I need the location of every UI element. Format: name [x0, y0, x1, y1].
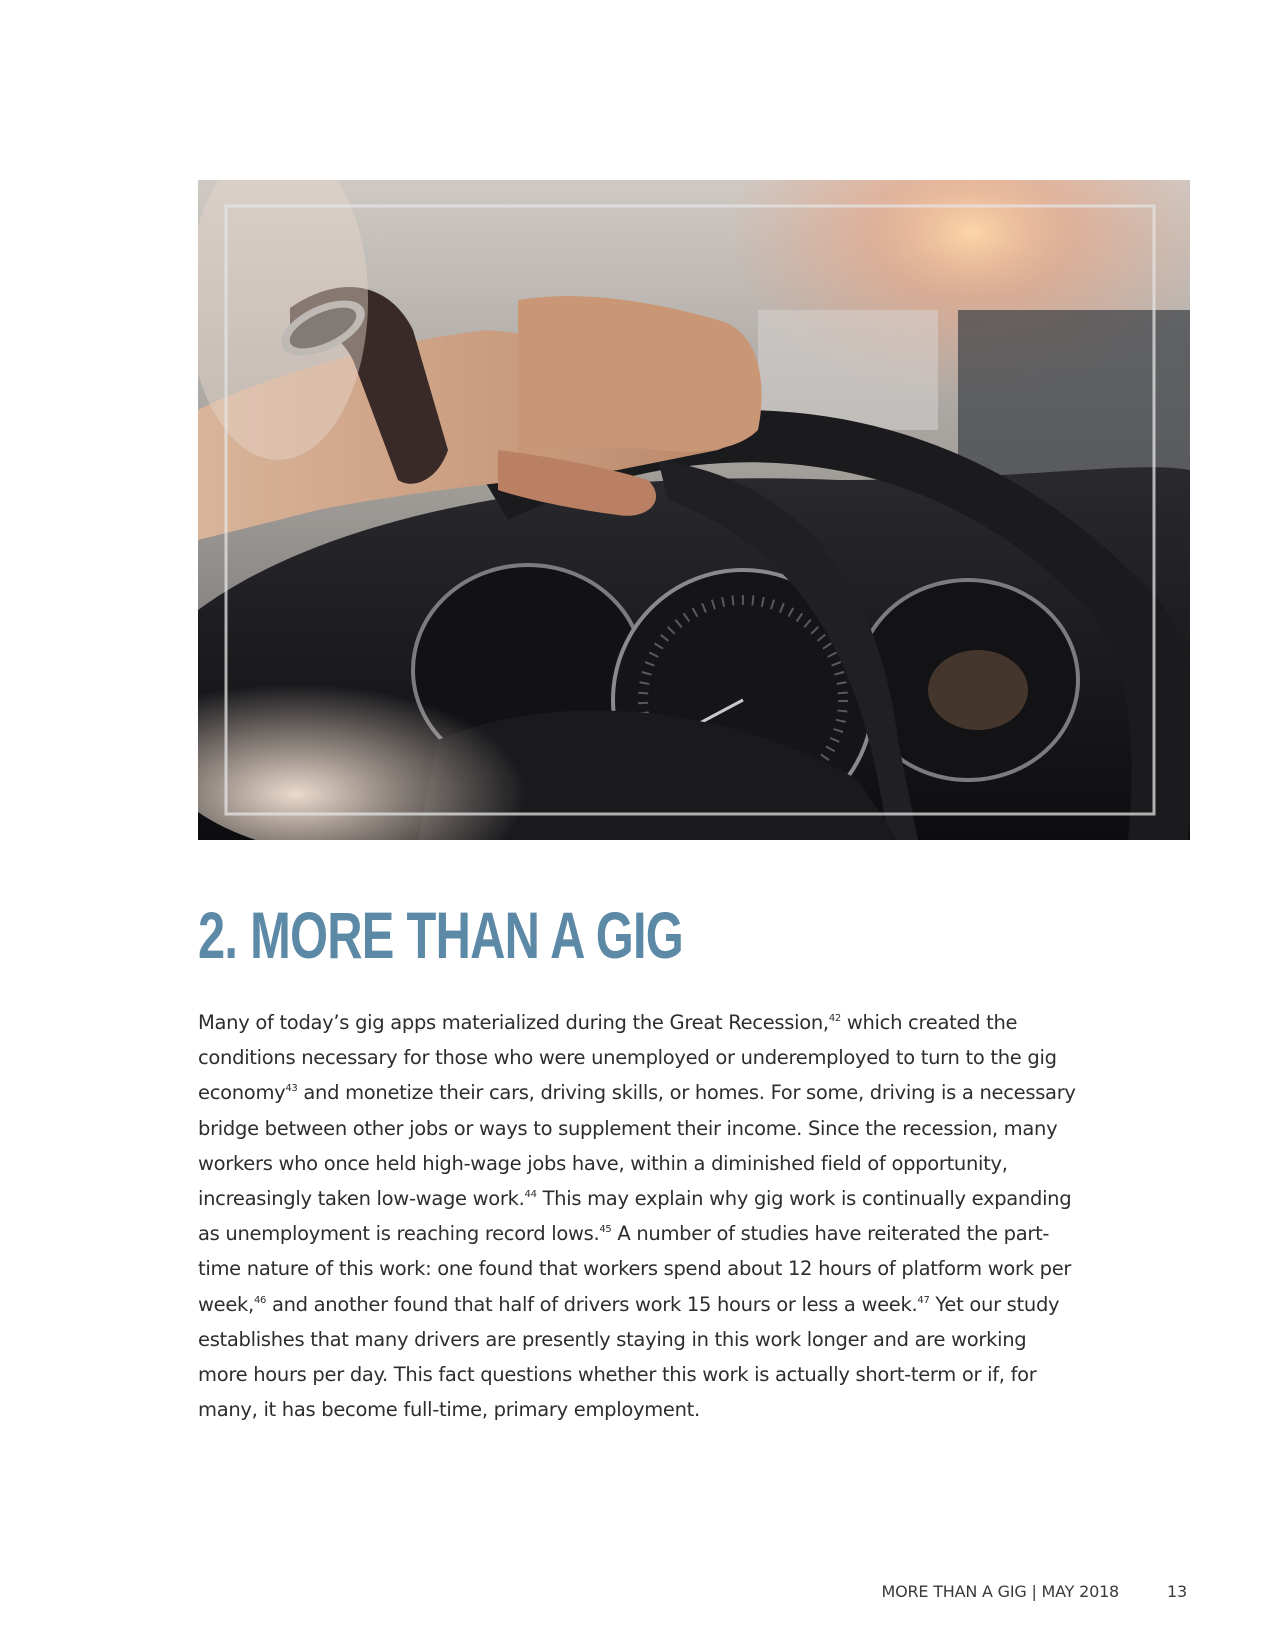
text-segment: Many of today’s gig apps materialized during the Great Recession, [198, 1011, 829, 1034]
text-segment: and monetize their cars, driving skills, or homes. For some, driving is a necessary bridge between other jobs or ways to supplement their income. Since the recession, many workers who once held high-wage jobs have, within a diminished field of opportunity, increasingly taken low-wage work. [198, 1081, 1076, 1211]
footnote-ref[interactable]: 45 [599, 1224, 612, 1236]
page-number: 13 [1167, 1582, 1187, 1601]
text-segment: which created the conditions necessary for those who were unemployed or underemployed to turn to the gig economy [198, 1011, 1057, 1105]
footnote-ref[interactable]: 46 [253, 1294, 267, 1306]
text-segment: and another found that half of drivers work 15 hours or less a week. [266, 1292, 918, 1316]
driver-steering-wheel-icon [198, 180, 1190, 840]
section-title: 2. MORE THAN A GIG [198, 898, 684, 972]
text-segment: A number of studies have reiterated the part-time nature of this work: one found that workers spend about 12 hours of platform work per week, [198, 1222, 1072, 1316]
footnote-ref[interactable]: 44 [524, 1189, 537, 1201]
footnote-ref[interactable]: 43 [285, 1083, 298, 1095]
footnote-ref[interactable]: 42 [828, 1013, 841, 1024]
text-segment: This may explain why gig work is continually expanding as unemployment is reaching record lows. [198, 1187, 1072, 1246]
running-title: MORE THAN A GIG | MAY 2018 [881, 1582, 1120, 1601]
text-segment: Yet our study establishes that many drivers are presently staying in this work longer and are working more hours per day. This fact questions whether this work is actually short-term or if, for many, it has become full-time, primary employment. [198, 1292, 1060, 1422]
page-footer [882, 1582, 1187, 1601]
footnote-ref[interactable]: 47 [917, 1294, 930, 1306]
body-paragraph [198, 1005, 1078, 1427]
hero-photo [198, 180, 1190, 840]
